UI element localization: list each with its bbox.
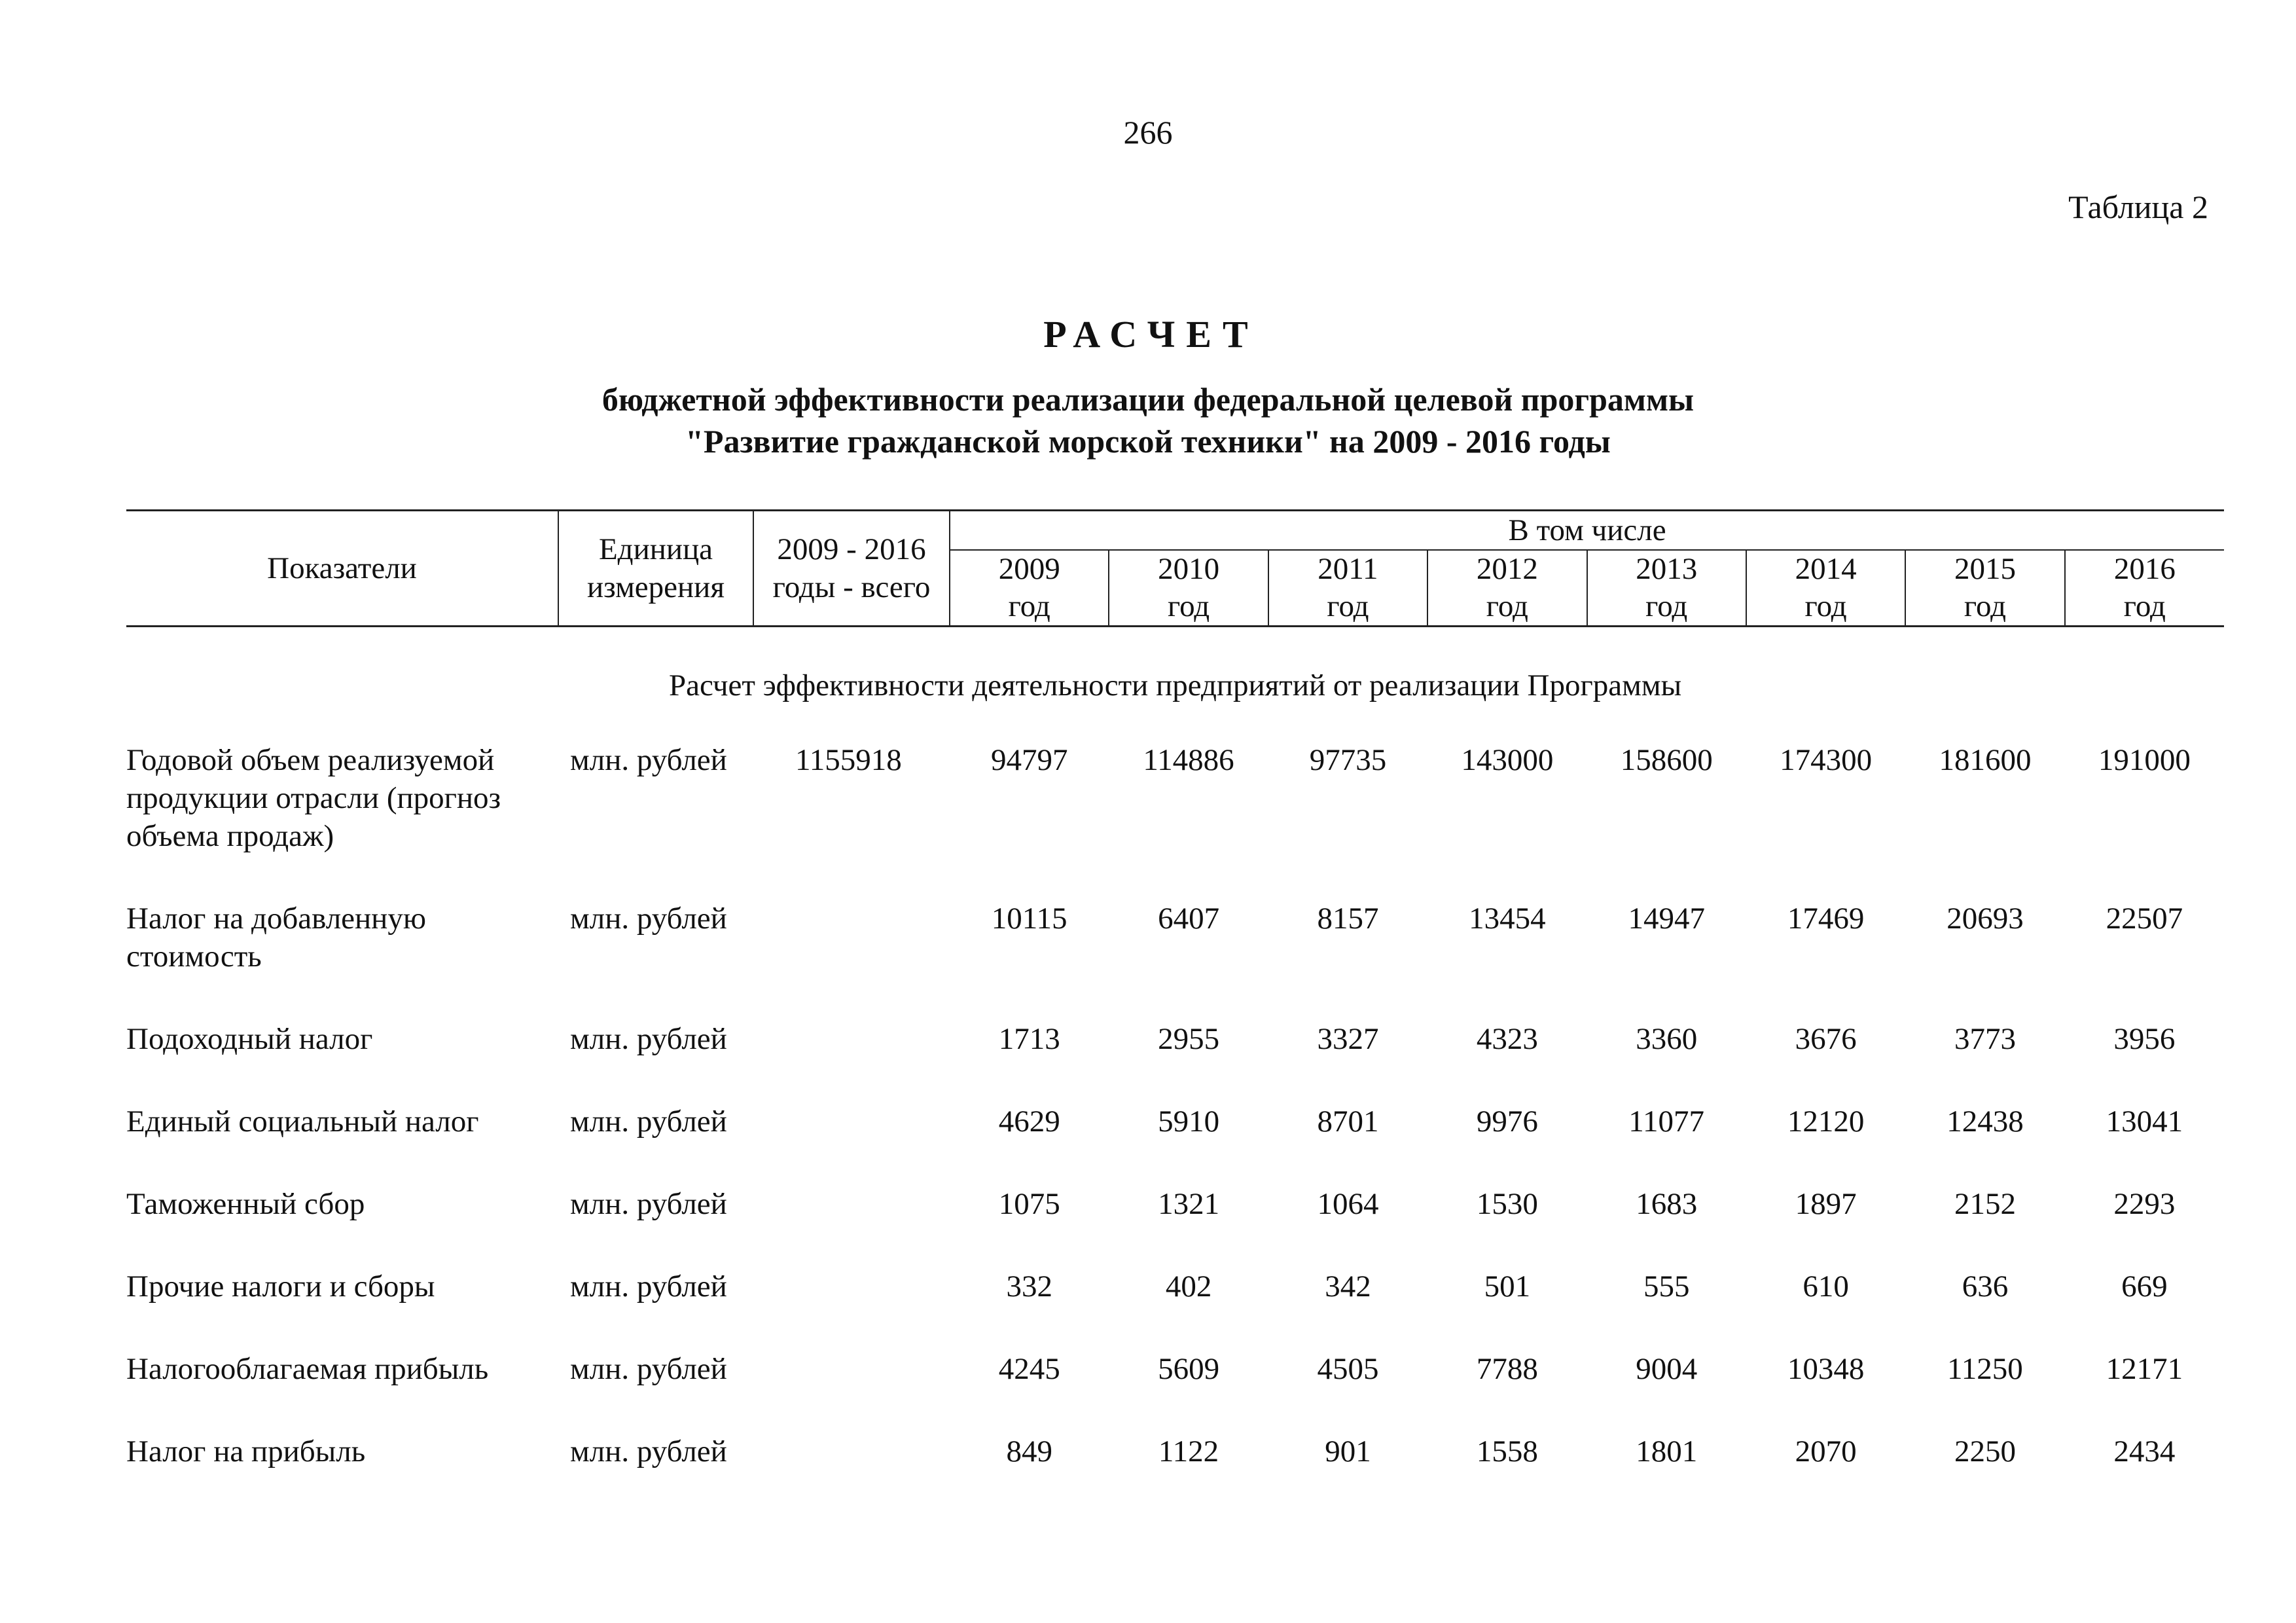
row-total — [753, 1177, 950, 1260]
table-number: Таблица 2 — [2068, 189, 2208, 225]
table-row — [126, 1342, 2224, 1425]
row-value-2016: 191000 — [2098, 743, 2191, 777]
row-unit: млн. рублей — [570, 1022, 727, 1056]
header-year-2009 — [950, 550, 1109, 627]
page-number: 266 — [1123, 114, 1173, 151]
row-unit: млн. рублей — [570, 743, 727, 777]
header-year-label: 2016 — [2113, 552, 2176, 586]
row-indicator: Таможенный сбор — [126, 1187, 365, 1221]
row-total: 1155918 — [795, 743, 902, 777]
row-value-2015: 2250 — [1954, 1434, 2016, 1468]
row-value-2012: 1558 — [1476, 1434, 1538, 1468]
row-total — [753, 1260, 950, 1342]
row-value-2011: 342 — [1325, 1269, 1371, 1304]
header-year-2010 — [1109, 550, 1268, 627]
row-value-2013: 11077 — [1628, 1104, 1705, 1139]
row-value-2015: 20693 — [1946, 902, 2024, 936]
row-value-2015: 2152 — [1954, 1187, 2016, 1221]
row-indicator: Подоходный налог — [126, 1022, 373, 1056]
row-value-2011: 8701 — [1317, 1104, 1379, 1139]
row-value-2014: 17469 — [1787, 902, 1865, 936]
header-year-label: 2015 — [1954, 552, 2016, 586]
row-value-2010: 1122 — [1158, 1434, 1219, 1468]
row-value-2009: 849 — [1006, 1434, 1052, 1468]
row-indicator: Единый социальный налог — [126, 1104, 479, 1139]
header-year-2011 — [1268, 550, 1427, 627]
row-total — [753, 1425, 950, 1507]
row-value-2016: 3956 — [2113, 1022, 2176, 1056]
row-value-2009: 10115 — [991, 902, 1067, 936]
header-including-group: В том числе — [950, 511, 2224, 551]
header-year-label: 2012 — [1476, 552, 1538, 586]
row-value-2011: 3327 — [1317, 1022, 1379, 1056]
row-value-2012: 1530 — [1476, 1187, 1538, 1221]
row-unit: млн. рублей — [570, 1434, 727, 1468]
row-value-2012: 143000 — [1461, 743, 1554, 777]
row-value-2013: 1801 — [1636, 1434, 1698, 1468]
row-indicator: Налог на прибыль — [126, 1434, 366, 1468]
table-row — [126, 892, 2224, 1012]
row-unit: млн. рублей — [570, 902, 727, 936]
row-value-2010: 2955 — [1158, 1022, 1220, 1056]
row-value-2012: 7788 — [1476, 1352, 1538, 1386]
header-unit — [558, 511, 753, 627]
row-value-2012: 4323 — [1476, 1022, 1538, 1056]
row-indicator: Прочие налоги и сборы — [126, 1269, 435, 1304]
row-value-2009: 4629 — [998, 1104, 1060, 1139]
header-year-2012 — [1427, 550, 1587, 627]
row-value-2009: 1713 — [998, 1022, 1060, 1056]
row-value-2009: 4245 — [998, 1352, 1060, 1386]
row-unit: млн. рублей — [570, 1187, 727, 1221]
header-total-line-2: годы - всего — [772, 570, 931, 604]
header-year-label: 2014 — [1795, 552, 1857, 586]
row-total — [753, 1012, 950, 1095]
row-value-2016: 669 — [2121, 1269, 2168, 1304]
row-value-2012: 501 — [1484, 1269, 1531, 1304]
header-unit-line-2: измерения — [587, 570, 725, 604]
header-year-2015 — [1905, 550, 2064, 627]
header-year-label: 2011 — [1318, 552, 1378, 586]
header-year-2014 — [1746, 550, 1905, 627]
table-header — [126, 511, 2224, 627]
table-row — [126, 1095, 2224, 1177]
row-value-2010: 5609 — [1158, 1352, 1220, 1386]
row-value-2009: 332 — [1006, 1269, 1052, 1304]
row-value-2009: 1075 — [998, 1187, 1060, 1221]
budget-efficiency-table — [126, 509, 2224, 1507]
row-value-2010: 402 — [1165, 1269, 1212, 1304]
row-value-2012: 9976 — [1476, 1104, 1538, 1139]
row-value-2011: 4505 — [1317, 1352, 1379, 1386]
row-total — [753, 892, 950, 1012]
row-value-2010: 5910 — [1158, 1104, 1220, 1139]
row-value-2016: 2293 — [2113, 1187, 2176, 1221]
header-year-suffix: год — [1327, 589, 1369, 623]
row-value-2016: 13041 — [2106, 1104, 2183, 1139]
row-total — [753, 1342, 950, 1425]
header-unit-line-1: Единица — [598, 532, 713, 566]
header-total — [753, 511, 950, 627]
row-value-2016: 2434 — [2113, 1434, 2176, 1468]
row-value-2013: 9004 — [1636, 1352, 1698, 1386]
header-year-suffix: год — [1645, 589, 1688, 623]
row-value-2014: 3676 — [1795, 1022, 1857, 1056]
row-value-2016: 12171 — [2106, 1352, 2183, 1386]
table-row — [126, 1260, 2224, 1342]
header-year-label: 2010 — [1158, 552, 1220, 586]
row-value-2010: 1321 — [1158, 1187, 1220, 1221]
row-indicator: Налог на добавленную стоимость — [126, 902, 426, 974]
row-value-2014: 12120 — [1787, 1104, 1865, 1139]
table-row — [126, 731, 2224, 892]
row-value-2015: 181600 — [1939, 743, 2032, 777]
header-year-2013 — [1587, 550, 1746, 627]
row-value-2011: 97735 — [1309, 743, 1387, 777]
table-row — [126, 1425, 2224, 1507]
row-value-2013: 1683 — [1636, 1187, 1698, 1221]
row-unit: млн. рублей — [570, 1104, 727, 1139]
row-value-2013: 555 — [1643, 1269, 1690, 1304]
row-value-2015: 12438 — [1946, 1104, 2024, 1139]
row-total — [753, 1095, 950, 1177]
document-title: РАСЧЕТ — [1043, 313, 1259, 356]
header-year-2016 — [2065, 550, 2224, 627]
row-value-2009: 94797 — [990, 743, 1068, 777]
row-unit: млн. рублей — [570, 1352, 727, 1386]
header-year-label: 2009 — [998, 552, 1060, 586]
header-year-suffix: год — [1964, 589, 2007, 623]
row-value-2011: 901 — [1325, 1434, 1371, 1468]
row-value-2015: 11250 — [1947, 1352, 2023, 1386]
row-value-2015: 636 — [1962, 1269, 2009, 1304]
row-value-2013: 14947 — [1628, 902, 1705, 936]
row-value-2011: 8157 — [1317, 902, 1379, 936]
row-value-2013: 3360 — [1636, 1022, 1698, 1056]
row-indicator: Налогооблагаемая прибыль — [126, 1352, 489, 1386]
row-value-2014: 10348 — [1787, 1352, 1865, 1386]
header-year-suffix: год — [1804, 589, 1847, 623]
header-year-suffix: год — [1167, 589, 1210, 623]
row-value-2013: 158600 — [1620, 743, 1713, 777]
row-indicator: Годовой объем реализуемой продукции отрасли (прогноз объема продаж) — [126, 743, 501, 853]
row-value-2010: 114886 — [1143, 743, 1234, 777]
row-value-2016: 22507 — [2106, 902, 2183, 936]
row-value-2014: 174300 — [1780, 743, 1873, 777]
header-year-label: 2013 — [1636, 552, 1698, 586]
section-title: Расчет эффективности деятельности предприятий от реализации Программы — [668, 668, 1682, 702]
row-value-2012: 13454 — [1469, 902, 1546, 936]
header-total-line-1: 2009 - 2016 — [777, 532, 926, 566]
row-value-2011: 1064 — [1317, 1187, 1379, 1221]
row-value-2014: 1897 — [1795, 1187, 1857, 1221]
row-value-2014: 610 — [1803, 1269, 1849, 1304]
document-subtitle-line-1: бюджетной эффективности реализации федеральной целевой программы — [601, 381, 1695, 418]
header-year-suffix: год — [1008, 589, 1050, 623]
table-row — [126, 1177, 2224, 1260]
row-value-2014: 2070 — [1795, 1434, 1857, 1468]
header-year-suffix: год — [2123, 589, 2166, 623]
row-unit: млн. рублей — [570, 1269, 727, 1304]
table-row — [126, 1012, 2224, 1095]
header-year-suffix: год — [1486, 589, 1528, 623]
row-value-2015: 3773 — [1954, 1022, 2016, 1056]
header-indicator: Показатели — [126, 511, 558, 627]
document-subtitle-line-2: "Развитие гражданской морской техники" на 2009 - 2016 годы — [685, 423, 1611, 460]
row-value-2010: 6407 — [1158, 902, 1220, 936]
